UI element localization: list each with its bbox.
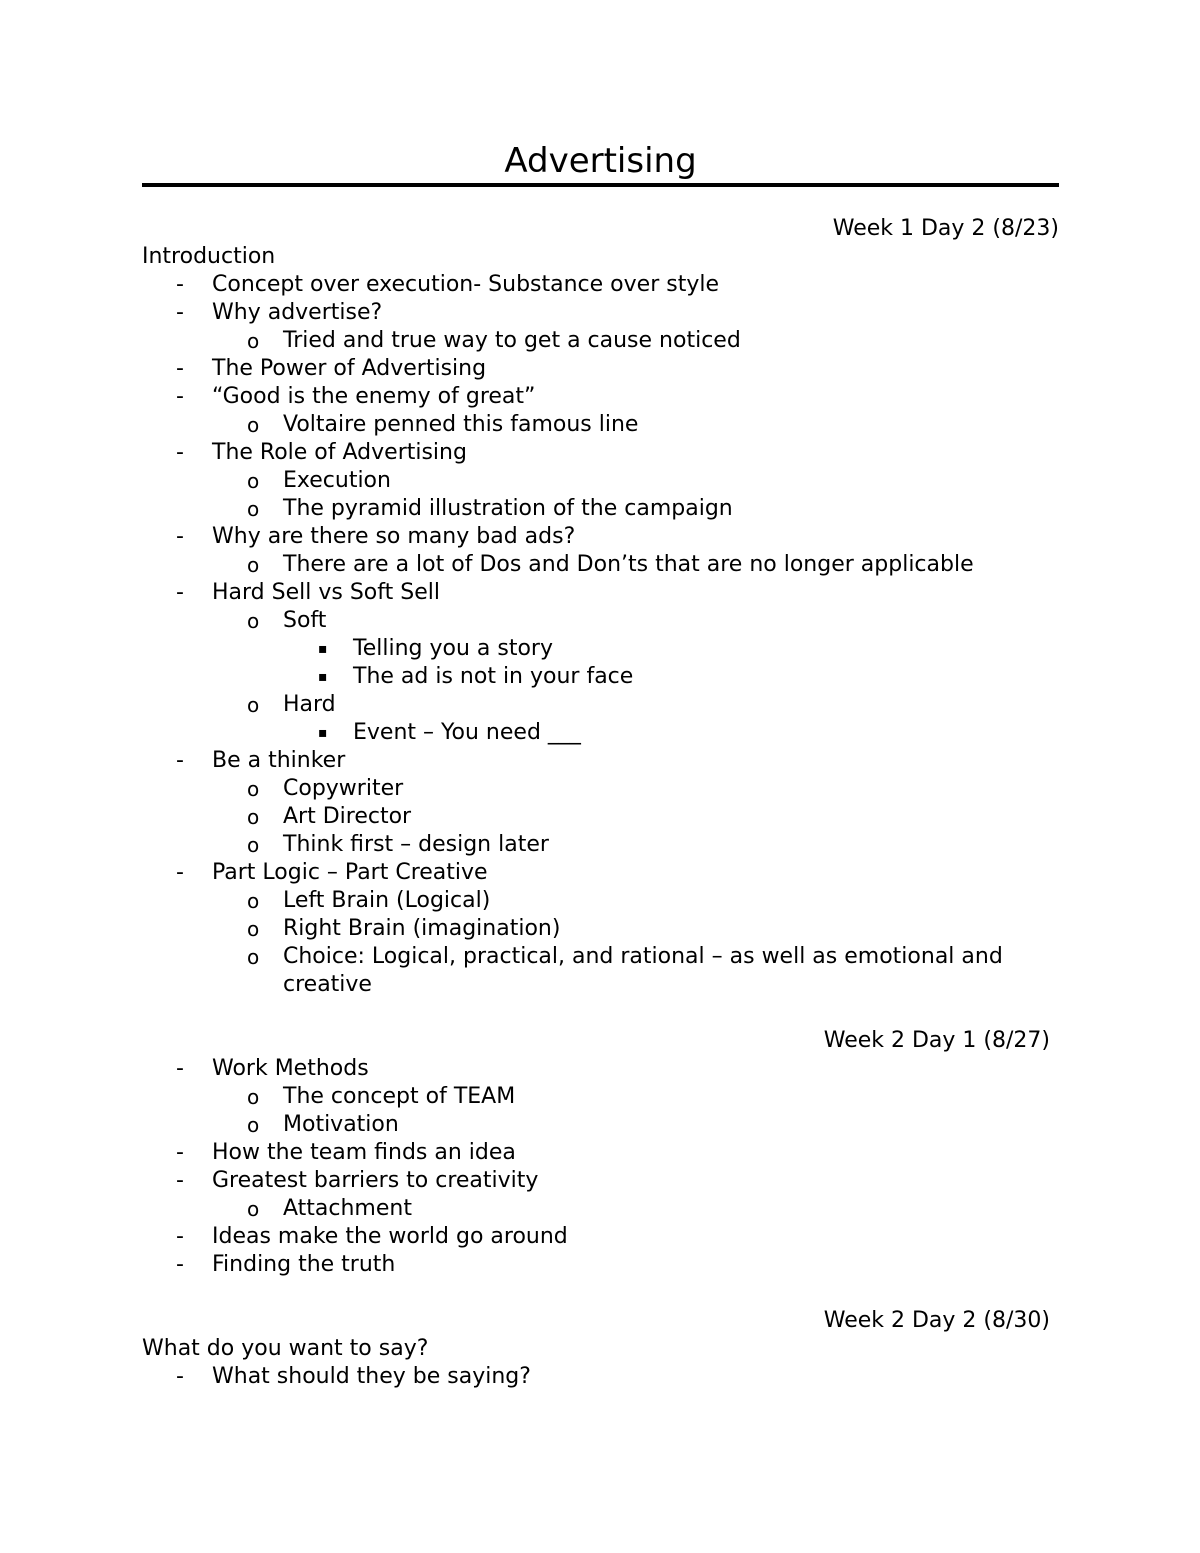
circle-bullet: o — [247, 329, 260, 353]
circle-bullet: o — [247, 469, 260, 493]
list-item-text: Left Brain (Logical) — [283, 888, 491, 913]
list-item-text: Finding the truth — [212, 1252, 396, 1277]
list-item — [142, 1111, 1059, 1139]
list-item — [142, 439, 1059, 467]
section-date: Week 2 Day 2 (8/30) — [823, 1308, 1050, 1333]
list-item — [142, 551, 1059, 579]
dash-bullet: - — [176, 1252, 184, 1277]
dash-bullet: - — [176, 356, 184, 381]
list-item-text: Part Logic – Part Creative — [212, 860, 488, 885]
list-item — [142, 579, 1059, 607]
dash-bullet: - — [176, 1364, 184, 1389]
page-title: Advertising — [504, 141, 697, 181]
notes-body — [142, 215, 1059, 1391]
list-item-text: Voltaire penned this famous line — [283, 412, 639, 437]
list-item — [142, 747, 1059, 775]
list-item — [142, 719, 1059, 747]
list-item — [142, 691, 1059, 719]
list-item-text: Art Director — [283, 804, 412, 829]
square-bullet: ▪ — [318, 669, 328, 685]
dash-bullet: - — [176, 1056, 184, 1081]
dash-bullet: - — [176, 580, 184, 605]
heading-text: Introduction — [142, 244, 276, 269]
list-item — [142, 1139, 1059, 1167]
list-item — [142, 1167, 1059, 1195]
dash-bullet: - — [176, 1168, 184, 1193]
square-bullet: ▪ — [318, 641, 328, 657]
dash-bullet: - — [176, 524, 184, 549]
circle-bullet: o — [247, 553, 260, 577]
list-item-text: Attachment — [283, 1196, 412, 1221]
list-item-text: The Role of Advertising — [212, 440, 467, 465]
dash-bullet: - — [176, 384, 184, 409]
heading-text: What do you want to say? — [142, 1336, 429, 1361]
list-item-text: Event – You need ___ — [353, 720, 581, 745]
list-item-text: Why advertise? — [212, 300, 383, 325]
circle-bullet: o — [247, 413, 260, 437]
list-item — [142, 467, 1059, 495]
list-item — [142, 495, 1059, 523]
list-item-text: What should they be saying? — [212, 1364, 531, 1389]
circle-bullet: o — [247, 777, 260, 801]
circle-bullet: o — [247, 945, 260, 969]
list-item-text: Motivation — [283, 1112, 399, 1137]
list-item-text: Why are there so many bad ads? — [212, 524, 576, 549]
list-item — [142, 943, 1059, 999]
list-item — [142, 355, 1059, 383]
list-item — [142, 1223, 1059, 1251]
dash-bullet: - — [176, 860, 184, 885]
list-item — [142, 887, 1059, 915]
dash-bullet: - — [176, 440, 184, 465]
dash-bullet: - — [176, 1140, 184, 1165]
circle-bullet: o — [247, 889, 260, 913]
list-item-text: Greatest barriers to creativity — [212, 1168, 539, 1193]
list-item — [142, 523, 1059, 551]
list-item — [142, 831, 1059, 859]
section-heading — [142, 1335, 1059, 1363]
circle-bullet: o — [247, 1197, 260, 1221]
dash-bullet: - — [176, 300, 184, 325]
circle-bullet: o — [247, 917, 260, 941]
circle-bullet: o — [247, 805, 260, 829]
list-item — [142, 383, 1059, 411]
list-item-text: Choice: Logical, practical, and rational – as well as emotional and creative — [283, 944, 1003, 997]
list-item — [142, 859, 1059, 887]
list-item — [142, 1195, 1059, 1223]
list-item-text: Concept over execution- Substance over style — [212, 272, 719, 297]
list-item-text: “Good is the enemy of great” — [212, 384, 536, 409]
blank-line — [142, 1279, 1059, 1307]
list-item-text: Ideas make the world go around — [212, 1224, 568, 1249]
section-date: Week 2 Day 1 (8/27) — [823, 1028, 1050, 1053]
list-item-text: There are a lot of Dos and Don’ts that are no longer applicable — [283, 552, 974, 577]
list-item-text: How the team finds an idea — [212, 1140, 516, 1165]
blank-line — [142, 999, 1059, 1027]
list-item — [142, 299, 1059, 327]
list-item — [142, 635, 1059, 663]
list-item-text: Execution — [283, 468, 391, 493]
list-item-text: Copywriter — [283, 776, 404, 801]
circle-bullet: o — [247, 609, 260, 633]
list-item-text: Tried and true way to get a cause noticed — [283, 328, 741, 353]
title-divider — [142, 183, 1059, 187]
circle-bullet: o — [247, 497, 260, 521]
circle-bullet: o — [247, 693, 260, 717]
list-item — [142, 327, 1059, 355]
dash-bullet: - — [176, 272, 184, 297]
list-item — [142, 1363, 1059, 1391]
list-item — [142, 803, 1059, 831]
list-item-text: The ad is not in your face — [353, 664, 634, 689]
dash-bullet: - — [176, 1224, 184, 1249]
list-item — [142, 663, 1059, 691]
circle-bullet: o — [247, 1113, 260, 1137]
list-item — [142, 915, 1059, 943]
list-item — [142, 775, 1059, 803]
square-bullet: ▪ — [318, 725, 328, 741]
list-item-text: Think first – design later — [283, 832, 549, 857]
list-item-text: The pyramid illustration of the campaign — [283, 496, 733, 521]
section-date: Week 1 Day 2 (8/23) — [832, 216, 1059, 241]
list-item-text: Be a thinker — [212, 748, 346, 773]
list-item — [142, 1251, 1059, 1279]
list-item — [142, 607, 1059, 635]
list-item-text: Telling you a story — [353, 636, 553, 661]
list-item-text: The Power of Advertising — [212, 356, 487, 381]
list-item-text: Soft — [283, 608, 327, 633]
section-heading — [142, 243, 1059, 271]
list-item-text: Work Methods — [212, 1056, 369, 1081]
list-item — [142, 411, 1059, 439]
list-item — [142, 1083, 1059, 1111]
list-item-text: Right Brain (imagination) — [283, 916, 561, 941]
circle-bullet: o — [247, 833, 260, 857]
circle-bullet: o — [247, 1085, 260, 1109]
list-item — [142, 1055, 1059, 1083]
list-item-text: The concept of TEAM — [283, 1084, 516, 1109]
list-item — [142, 271, 1059, 299]
list-item-text: Hard Sell vs Soft Sell — [212, 580, 440, 605]
dash-bullet: - — [176, 748, 184, 773]
list-item-text: Hard — [283, 692, 336, 717]
